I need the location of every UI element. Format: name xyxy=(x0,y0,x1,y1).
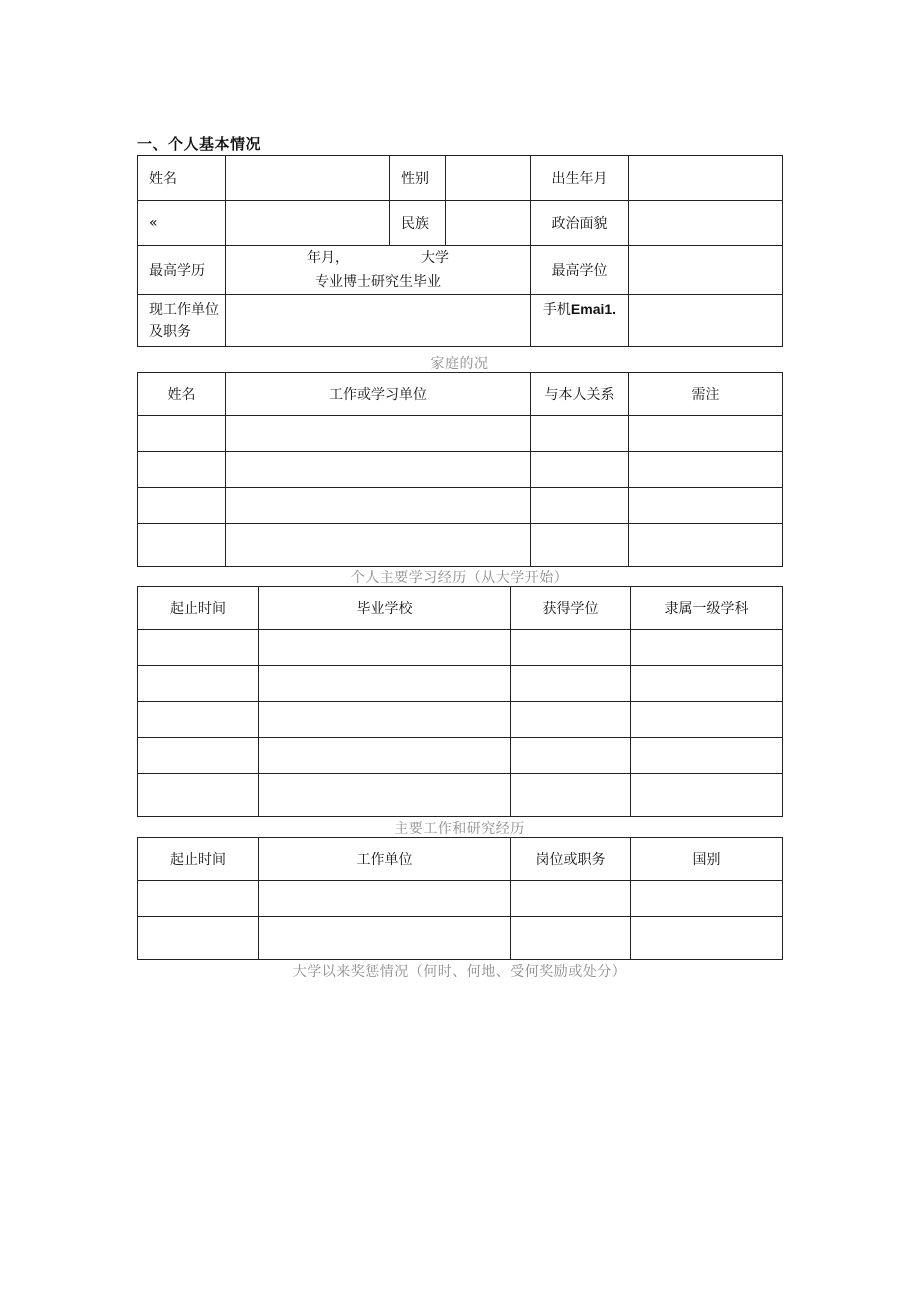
table-row xyxy=(138,702,783,738)
gender-field[interactable] xyxy=(446,156,531,201)
work-label: 现工作单位及职务 xyxy=(138,295,226,347)
study-header: 获得学位 xyxy=(511,587,631,630)
education-line1-a: 年月， xyxy=(307,250,349,266)
table-cell[interactable] xyxy=(259,666,511,702)
family-header-row xyxy=(138,373,783,416)
table-row xyxy=(138,666,783,702)
table-cell[interactable] xyxy=(629,488,783,524)
table-cell[interactable] xyxy=(138,666,259,702)
table-cell[interactable] xyxy=(138,524,226,567)
table-row xyxy=(138,738,783,774)
table-cell[interactable] xyxy=(259,881,511,917)
education-line2: 专业博士研究生毕业 xyxy=(315,274,441,290)
table-cell[interactable] xyxy=(259,738,511,774)
table-cell[interactable] xyxy=(631,774,783,817)
political-label: 政治面貌 xyxy=(531,201,629,246)
table-row xyxy=(138,774,783,817)
row2-field[interactable] xyxy=(226,201,390,246)
table-cell[interactable] xyxy=(138,881,259,917)
table-cell[interactable] xyxy=(531,524,629,567)
table-cell[interactable] xyxy=(629,416,783,452)
table-cell[interactable] xyxy=(629,524,783,567)
table-cell[interactable] xyxy=(531,452,629,488)
family-header: 与本人关系 xyxy=(531,373,629,416)
table-cell[interactable] xyxy=(531,488,629,524)
table-cell[interactable] xyxy=(511,630,631,666)
table-cell[interactable] xyxy=(138,488,226,524)
study-table xyxy=(137,586,783,817)
education-value[interactable] xyxy=(226,246,531,295)
phone-email-label xyxy=(531,295,629,347)
education-line1-b: 大学 xyxy=(421,250,449,266)
table-cell[interactable] xyxy=(138,774,259,817)
awards-caption: 大学以来奖惩情况（何时、何地、受何奖励或处分） xyxy=(292,964,627,980)
table-cell[interactable] xyxy=(259,630,511,666)
table-cell[interactable] xyxy=(631,702,783,738)
family-caption: 家庭的况 xyxy=(430,356,489,372)
table-cell[interactable] xyxy=(511,774,631,817)
table-cell[interactable] xyxy=(138,917,259,960)
table-row xyxy=(138,917,783,960)
table-cell[interactable] xyxy=(531,416,629,452)
name-field[interactable] xyxy=(226,156,390,201)
table-cell[interactable] xyxy=(631,917,783,960)
table-cell[interactable] xyxy=(511,666,631,702)
table-cell[interactable] xyxy=(138,452,226,488)
work-header: 起止时间 xyxy=(138,838,259,881)
table-row xyxy=(138,452,783,488)
study-header-row xyxy=(138,587,783,630)
table-cell[interactable] xyxy=(259,774,511,817)
table-row xyxy=(138,524,783,567)
ethnicity-label: 民族 xyxy=(390,201,446,246)
table-cell[interactable] xyxy=(631,738,783,774)
political-field[interactable] xyxy=(629,201,783,246)
table-row xyxy=(138,416,783,452)
table-row xyxy=(138,881,783,917)
table-cell[interactable] xyxy=(511,881,631,917)
table-cell[interactable] xyxy=(226,488,531,524)
table-cell[interactable] xyxy=(138,630,259,666)
phone-email-field[interactable] xyxy=(629,295,783,347)
section-title: 一、个人基本情况 xyxy=(137,135,262,153)
ethnicity-field[interactable] xyxy=(446,201,531,246)
work-field[interactable] xyxy=(226,295,531,347)
family-header: 姓名 xyxy=(138,373,226,416)
email-label: Emai1. xyxy=(570,301,617,317)
work-table xyxy=(137,837,783,960)
study-caption: 个人主要学习经历（从大学开始） xyxy=(350,570,569,586)
work-header: 工作单位 xyxy=(259,838,511,881)
work-header: 岗位或职务 xyxy=(511,838,631,881)
table-cell[interactable] xyxy=(138,702,259,738)
table-row xyxy=(138,630,783,666)
table-cell[interactable] xyxy=(511,738,631,774)
name-label: 姓名 xyxy=(138,156,226,201)
table-cell[interactable] xyxy=(259,917,511,960)
table-cell[interactable] xyxy=(629,452,783,488)
birth-label: 出生年月 xyxy=(531,156,629,201)
row2-label: « xyxy=(138,201,226,246)
degree-label: 最高学位 xyxy=(531,246,629,295)
birth-field[interactable] xyxy=(629,156,783,201)
table-cell[interactable] xyxy=(631,630,783,666)
table-cell[interactable] xyxy=(631,881,783,917)
phone-label: 手机 xyxy=(542,302,571,318)
work-header: 国别 xyxy=(631,838,783,881)
family-table xyxy=(137,372,783,567)
study-header: 毕业学校 xyxy=(259,587,511,630)
work-caption: 主要工作和研究经历 xyxy=(394,821,525,837)
table-cell[interactable] xyxy=(226,524,531,567)
education-label: 最高学历 xyxy=(138,246,226,295)
table-cell[interactable] xyxy=(511,917,631,960)
study-header: 隶属一级学科 xyxy=(631,587,783,630)
gender-label: 性别 xyxy=(390,156,446,201)
table-row xyxy=(138,488,783,524)
table-cell[interactable] xyxy=(259,702,511,738)
study-header: 起止时间 xyxy=(138,587,259,630)
family-header: 需注 xyxy=(629,373,783,416)
basic-info-table xyxy=(137,155,783,347)
family-header: 工作或学习单位 xyxy=(226,373,531,416)
degree-field[interactable] xyxy=(629,246,783,295)
table-cell[interactable] xyxy=(226,416,531,452)
work-header-row xyxy=(138,838,783,881)
table-cell[interactable] xyxy=(138,416,226,452)
table-cell[interactable] xyxy=(631,666,783,702)
table-cell[interactable] xyxy=(511,702,631,738)
table-cell[interactable] xyxy=(226,452,531,488)
table-cell[interactable] xyxy=(138,738,259,774)
